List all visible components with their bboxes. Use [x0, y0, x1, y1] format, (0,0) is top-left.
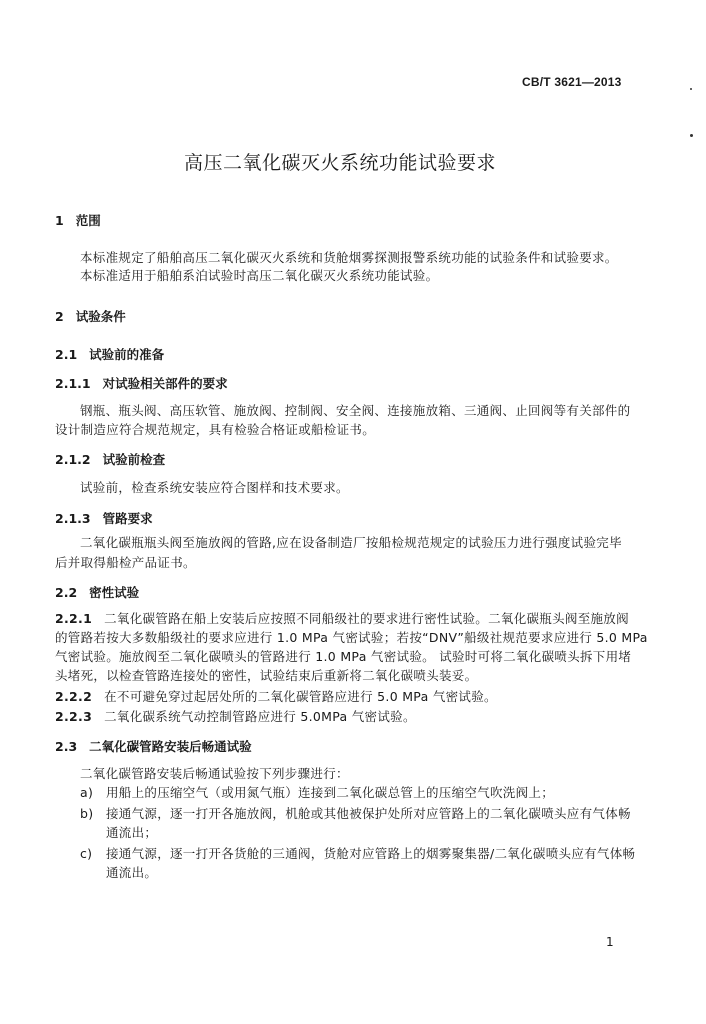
section-2-3-heading [55, 737, 252, 755]
clause-number: 2.2.2 [55, 689, 93, 704]
section-number: 2.1.2 [55, 452, 91, 467]
paragraph: 二氧化碳瓶瓶头阀至施放阀的管路,应在设备制造厂按船检规范规定的试验压力进行强度试验完毕 [80, 535, 622, 550]
list-label: c) [80, 846, 93, 861]
list-text: 用船上的压缩空气（或用氮气瓶）连接到二氧化碳总管上的压缩空气吹洗阀上； [106, 785, 555, 800]
section-number: 2.3 [55, 739, 78, 754]
section-title: 密性试验 [89, 585, 140, 600]
section-2-1-heading [55, 345, 164, 363]
list-item-a [80, 783, 554, 801]
document-title: 高压二氧化碳灭火系统功能试验要求 [184, 152, 497, 174]
section-title: 二氧化碳管路安装后畅通试验 [89, 739, 252, 754]
paragraph: 后并取得船检产品证书。 [55, 555, 196, 570]
section-number: 2.1.1 [55, 376, 91, 391]
section-title: 试验前检查 [102, 452, 166, 467]
paragraph: 本标准规定了船舶高压二氧化碳灭火系统和货舱烟雾探测报警系统功能的试验条件和试验要求。 [80, 250, 618, 265]
paragraph: 头堵死，以检查管路连接处的密性，试验结束后重新将二氧化碳喷头装妥。 [55, 668, 478, 683]
clause-number: 2.2.1 [55, 611, 93, 626]
clause-number: 2.2.3 [55, 709, 93, 724]
paragraph: 二氧化碳管路安装后畅通试验按下列步骤进行： [80, 766, 349, 781]
paragraph: 设计制造应符合规范规定，具有检验合格证或船检证书。 [55, 422, 376, 437]
section-number: 2 [55, 309, 64, 324]
section-2-1-3-heading [55, 509, 153, 527]
section-title: 试验条件 [75, 309, 126, 324]
section-number: 2.1.3 [55, 511, 91, 526]
list-label: a) [80, 785, 94, 800]
paragraph-2-2-2 [55, 687, 497, 705]
section-number: 2.1 [55, 347, 78, 362]
paragraph-2-2-3 [55, 707, 416, 725]
standard-number: CB/T 3621—2013 [522, 75, 622, 89]
list-text: 接通气源，逐一打开各施放阀，机舱或其他被保护处所对应管路上的二氧化碳喷头应有气体畅 [106, 806, 631, 821]
list-item-c [80, 844, 635, 862]
list-item-b [80, 804, 631, 822]
paragraph: 钢瓶、瓶头阀、高压软管、施放阀、控制阀、安全阀、连接施放箱、三通阀、止回阀等有关部件的 [80, 403, 631, 418]
section-number: 2.2 [55, 585, 78, 600]
clause-text: 在不可避免穿过起居处所的二氧化碳管路应进行 5.0 MPa 气密试验。 [104, 689, 497, 704]
paragraph: 通流出； [106, 825, 158, 840]
section-title: 范围 [75, 213, 101, 228]
section-number: 1 [55, 213, 64, 228]
section-title: 试验前的准备 [89, 347, 165, 362]
section-2-1-1-heading [55, 374, 228, 392]
paragraph: 通流出。 [106, 865, 158, 880]
paragraph-2-2-1 [55, 609, 629, 627]
clause-text: 二氧化碳管路在船上安装后应按照不同船级社的要求进行密性试验。二氧化碳瓶头阀至施放阀 [104, 611, 629, 626]
paragraph: 试验前，检查系统安装应符合图样和技术要求。 [80, 480, 349, 495]
section-title: 管路要求 [102, 511, 153, 526]
paragraph: 的管路若按大多数船级社的要求应进行 1.0 MPa 气密试验；若按“DNV”船级社规范要求应进行 5.0 MPa [55, 630, 648, 645]
paragraph: 本标准适用于船舶系泊试验时高压二氧化碳灭火系统功能试验。 [80, 268, 439, 283]
section-2-2-heading [55, 583, 139, 601]
paragraph: 气密试验。施放阀至二氧化碳喷头的管路进行 1.0 MPa 气密试验。 试验时可将二氧化碳喷头拆下用堵 [55, 649, 632, 664]
section-1-heading [55, 211, 101, 229]
list-label: b) [80, 806, 94, 821]
section-2-heading [55, 307, 126, 325]
section-2-1-2-heading [55, 450, 165, 468]
page-number: 1 [606, 935, 614, 949]
section-title: 对试验相关部件的要求 [102, 376, 228, 391]
scan-speck [690, 88, 692, 90]
clause-text: 二氧化碳系统气动控制管路应进行 5.0MPa 气密试验。 [104, 709, 416, 724]
list-text: 接通气源，逐一打开各货舱的三通阀，货舱对应管路上的烟雾聚集器/二氧化碳喷头应有气体畅 [106, 846, 636, 861]
scan-speck [690, 134, 693, 137]
